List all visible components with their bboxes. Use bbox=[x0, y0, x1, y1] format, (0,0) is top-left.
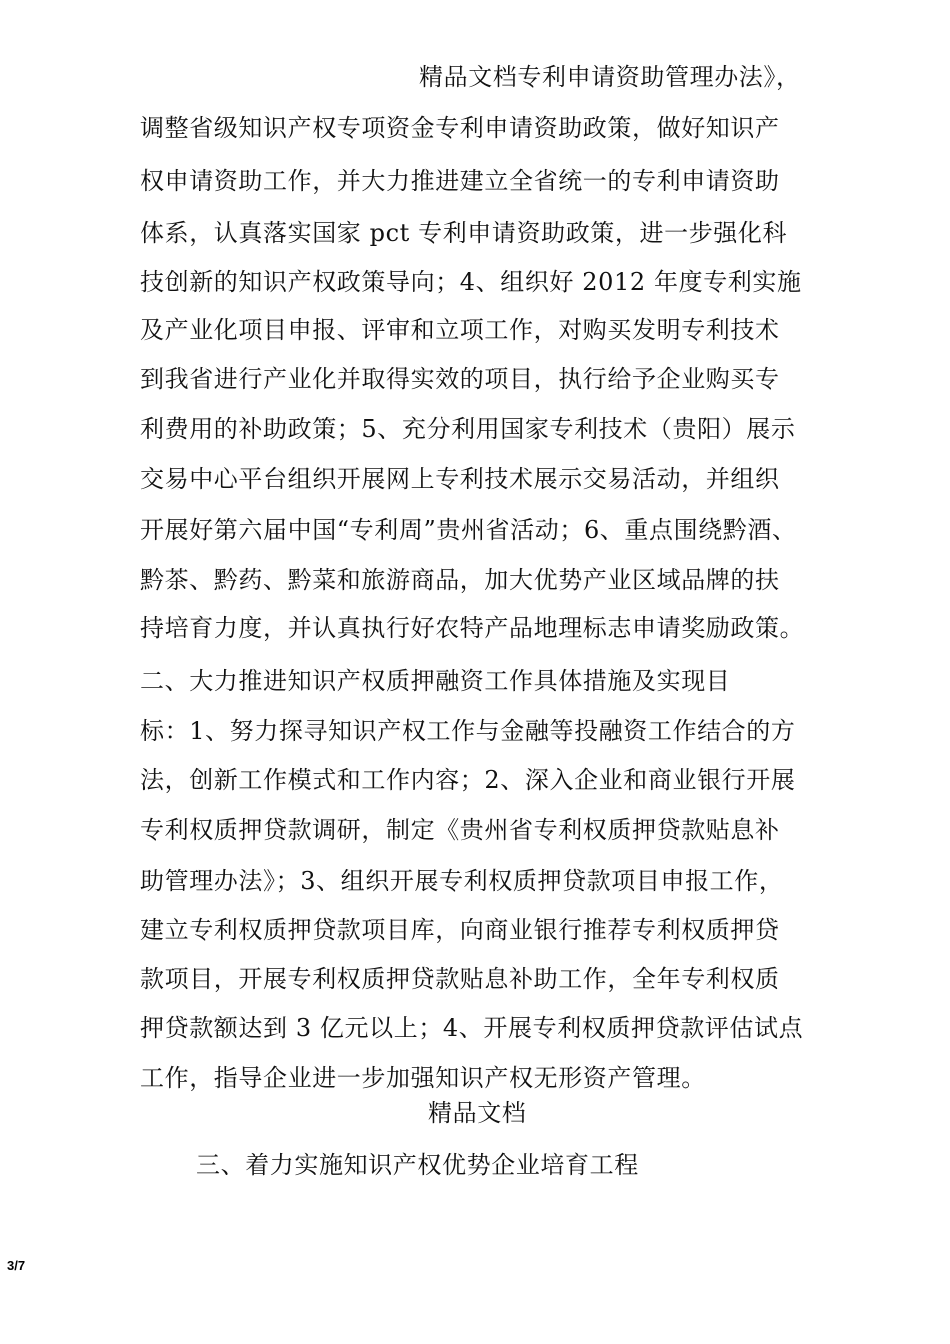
text-line: 黔茶、黔药、黔菜和旅游商品，加大优势产业区域品牌的扶 bbox=[140, 566, 780, 594]
text-line: 持培育力度，并认真执行好农特产品地理标志申请奖励政策。 bbox=[140, 614, 805, 642]
section-heading: 三、着力实施知识产权优势企业培育工程 bbox=[196, 1151, 639, 1179]
header-line: 精品文档专利申请资助管理办法》， bbox=[419, 63, 801, 91]
text-line: 款项目，开展专利权质押贷款贴息补助工作，全年专利权质 bbox=[140, 965, 780, 993]
text-line: 助管理办法》；3、组织开展专利权质押贷款项目申报工作， bbox=[140, 867, 784, 895]
text-line: 利费用的补助政策；5、充分利用国家专利技术（贵阳）展示 bbox=[140, 415, 796, 443]
text-line: 交易中心平台组织开展网上专利技术展示交易活动，并组织 bbox=[140, 465, 780, 493]
text-line: 体系，认真落实国家 pct 专利申请资助政策，进一步强化科 bbox=[140, 219, 788, 247]
text-line: 权申请资助工作，并大力推进建立全省统一的专利申请资助 bbox=[140, 167, 780, 195]
text-line: 工作，指导企业进一步加强知识产权无形资产管理。 bbox=[140, 1064, 706, 1092]
text-line: 到我省进行产业化并取得实效的项目，执行给予企业购买专 bbox=[140, 365, 780, 393]
text-line: 调整省级知识产权专项资金专利申请资助政策，做好知识产 bbox=[140, 114, 780, 142]
text-line: 技创新的知识产权政策导向；4、组织好 2012 年度专利实施 bbox=[140, 268, 802, 296]
text-line: 建立专利权质押贷款项目库，向商业银行推荐专利权质押贷 bbox=[140, 916, 780, 944]
text-line: 开展好第六届中国“专利周”贵州省活动；6、重点围绕黔酒、 bbox=[140, 516, 797, 544]
text-line: 二、大力推进知识产权质押融资工作具体措施及实现目 bbox=[140, 667, 731, 695]
text-line: 法，创新工作模式和工作内容；2、深入企业和商业银行开展 bbox=[140, 766, 796, 794]
text-line: 及产业化项目申报、评审和立项工作，对购买发明专利技术 bbox=[140, 316, 780, 344]
text-line: 押贷款额达到 3 亿元以上；4、开展专利权质押贷款评估试点 bbox=[140, 1014, 804, 1042]
text-line: 专利权质押贷款调研，制定《贵州省专利权质押贷款贴息补 bbox=[140, 816, 780, 844]
watermark-label: 精品文档 bbox=[428, 1099, 527, 1127]
text-line: 标：1、努力探寻知识产权工作与金融等投融资工作结合的方 bbox=[140, 717, 796, 745]
page-number: 3/7 bbox=[7, 1258, 26, 1273]
